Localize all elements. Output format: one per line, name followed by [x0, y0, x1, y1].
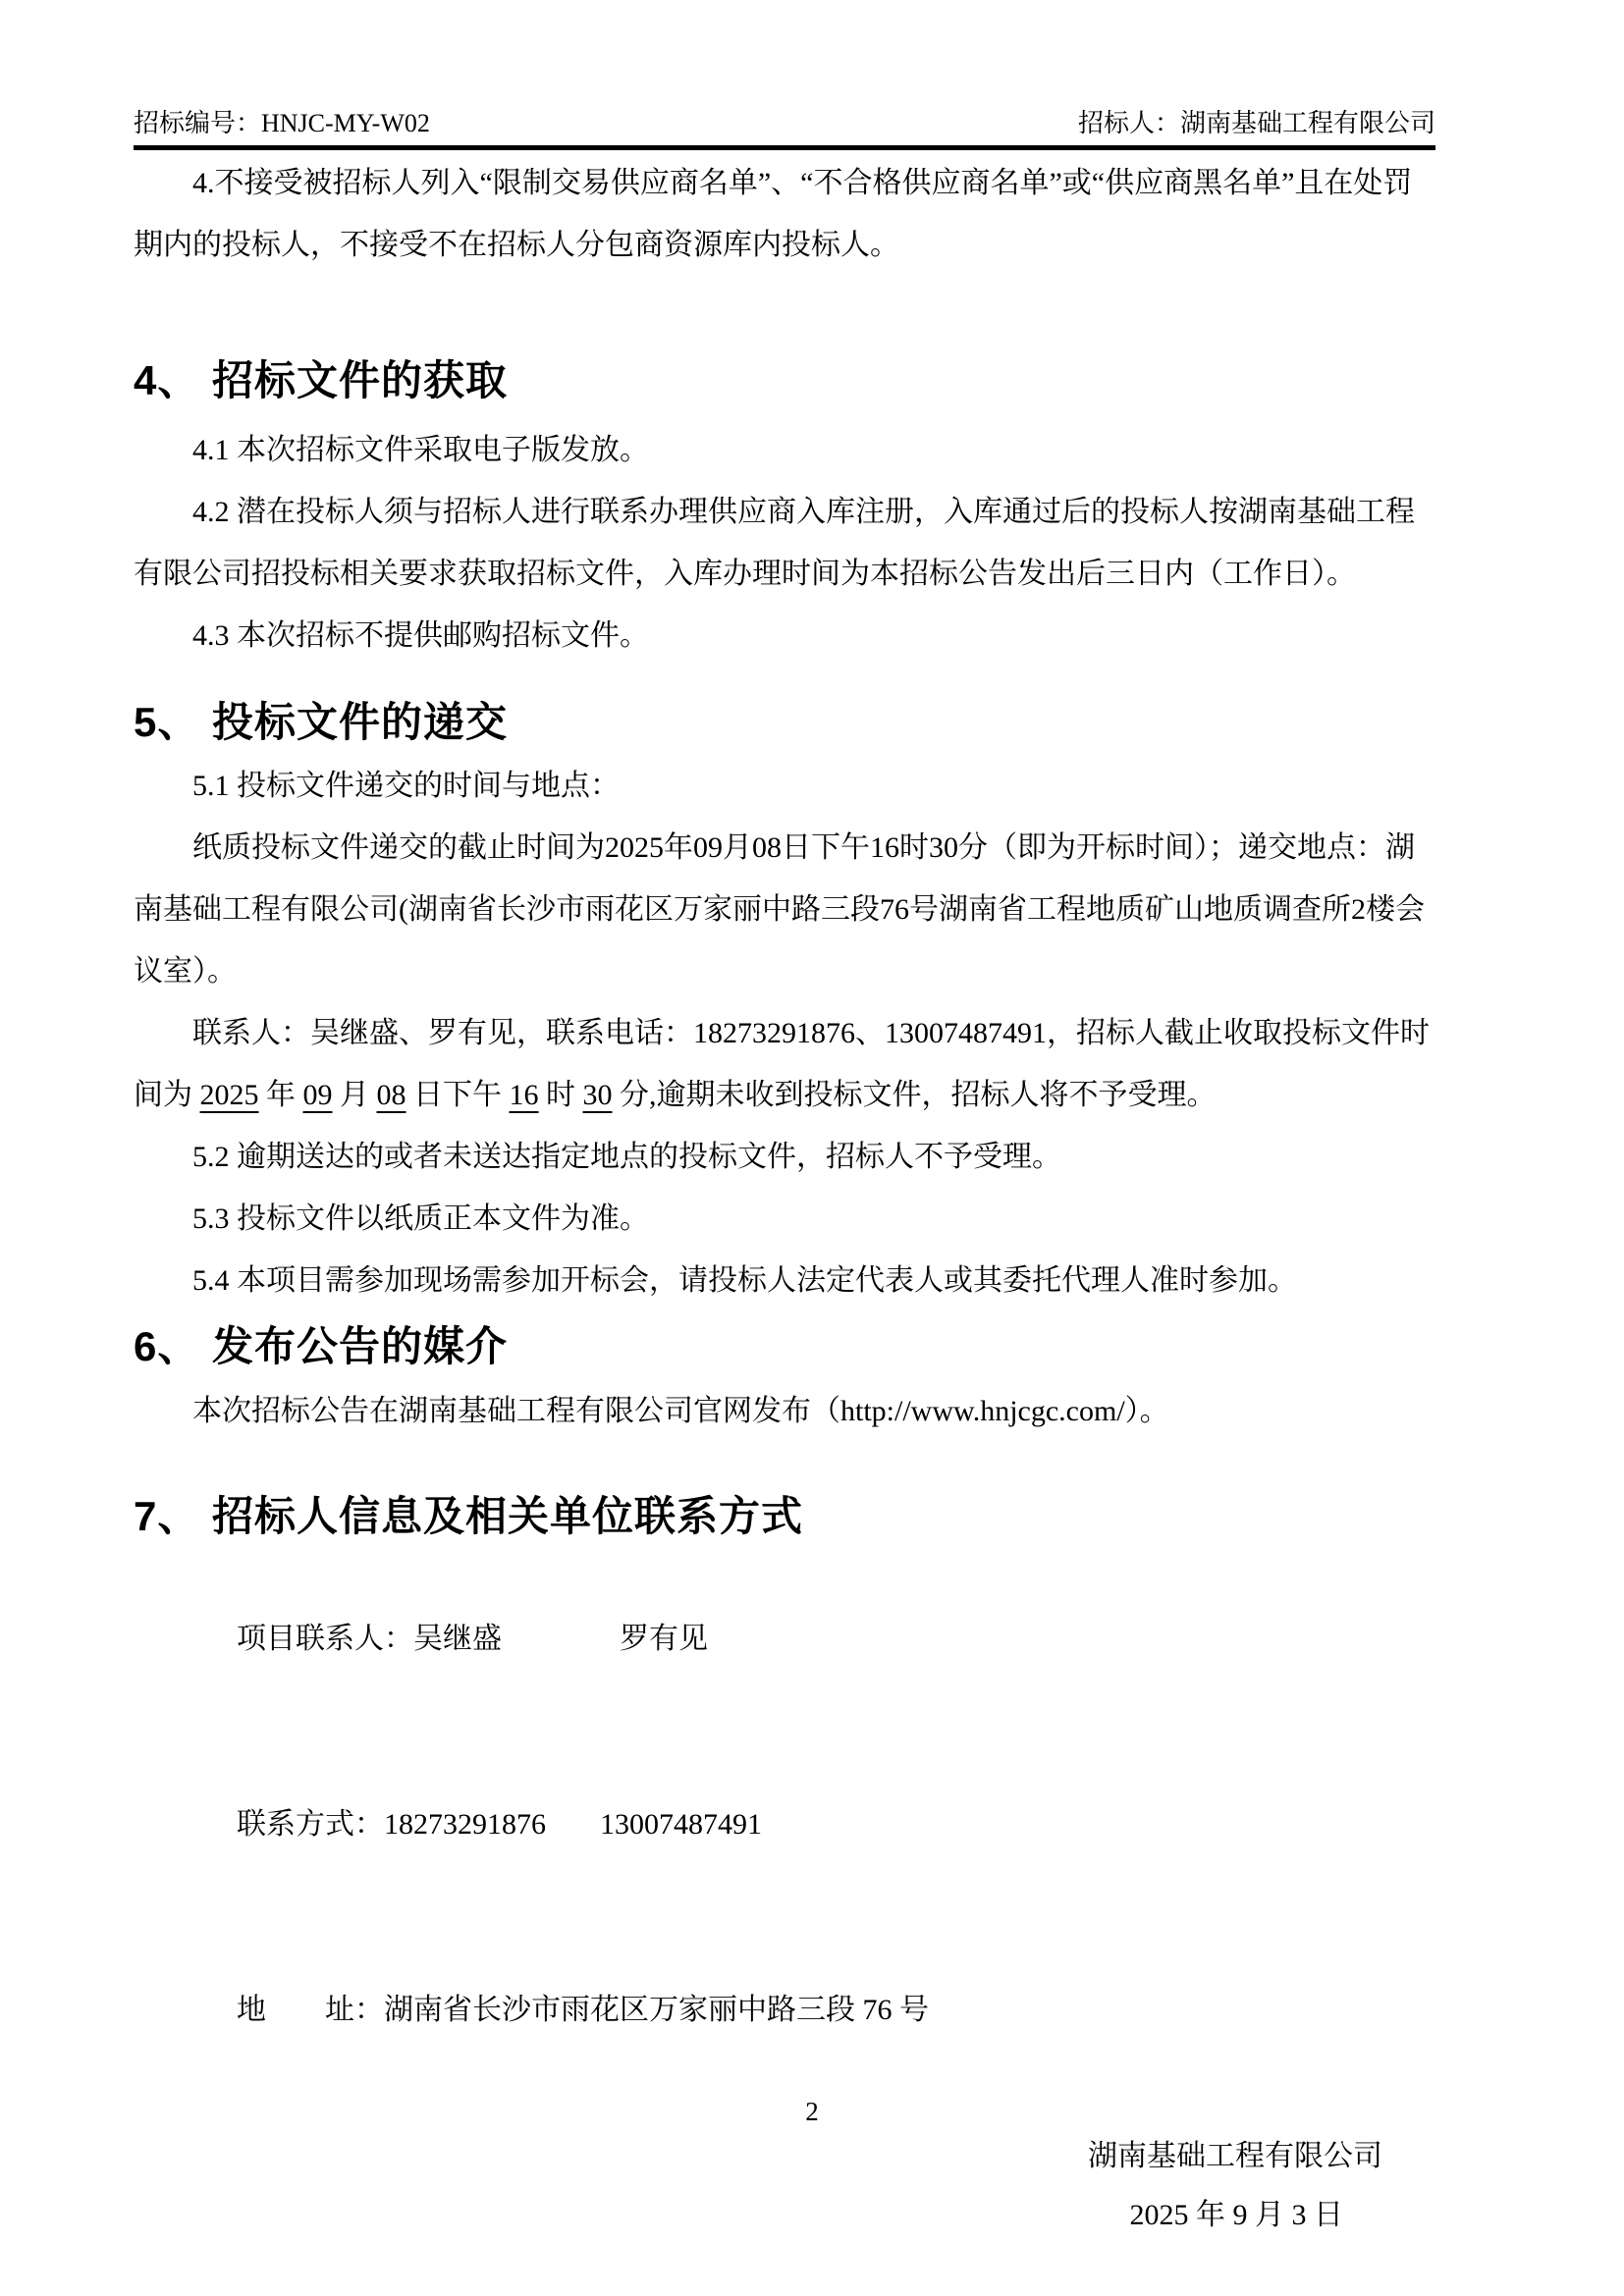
signature-company: 湖南基础工程有限公司: [1088, 2140, 1382, 2172]
clause-4-paragraph: 4.不接受被招标人列入“限制交易供应商名单”、“不合格供应商名单”或“供应商黑名单”且在处罚期内的投标人，不接受不在招标人分包商资源库内投标人。: [134, 167, 1413, 261]
deadline-day: 08: [376, 1079, 406, 1111]
project-contact-row: [134, 1546, 1435, 1732]
deadline-sep2: 月: [332, 1079, 377, 1111]
clause-4-3-paragraph: 4.3 本次招标不提供邮购招标文件。: [192, 619, 649, 652]
page-footer: [0, 2096, 1624, 2127]
section-6-heading: 6、 发布公告的媒介: [134, 1323, 509, 1369]
contact-phone-row: [134, 1732, 1435, 1917]
section-5-heading: 5、 投标文件的递交: [134, 699, 509, 745]
deadline-suffix: 分,逾期未收到投标文件，招标人将不予受理。: [612, 1079, 1217, 1111]
phone-number-1: 18273291876: [384, 1808, 546, 1841]
address-row: [134, 1917, 1435, 2103]
tenderer-label: 招标人：湖南基础工程有限公司: [1077, 109, 1435, 137]
clause-4-2-paragraph: 4.2 潜在投标人须与招标人进行联系办理供应商入库注册，入库通过后的投标人按湖南基础工程有限公司招投标相关要求获取招标文件，入库办理时间为本招标公告发出后三日内（工作日）。: [134, 496, 1415, 590]
submission-deadline-paragraph: 纸质投标文件递交的截止时间为2025年09月08日下午16时30分（即为开标时间）；递交地点：湖南基础工程有限公司(湖南省长沙市雨花区万家丽中路三段76号湖南省工程地质矿山地质调查所2楼会议室）。: [134, 831, 1425, 988]
signature-date: 2025 年 9 月 3 日: [1129, 2199, 1343, 2231]
project-contact-label: 项目联系人：: [237, 1623, 413, 1655]
clause-5-2-paragraph: 5.2 逾期送达的或者未送达指定地点的投标文件，招标人不予受理。: [192, 1141, 1061, 1173]
clause-5-1-paragraph: 5.1 投标文件递交的时间与地点：: [192, 770, 620, 802]
announcement-media-paragraph: 本次招标公告在湖南基础工程有限公司官网发布（http://www.hnjcgc.com/）。: [192, 1395, 1169, 1427]
phone-label: 联系方式：: [237, 1808, 384, 1841]
page-header: [134, 108, 1435, 150]
deadline-sep3: 日下午: [406, 1079, 510, 1111]
contact-name-1: 吴继盛: [413, 1623, 502, 1655]
clause-4-1-paragraph: 4.1 本次招标文件采取电子版发放。: [192, 434, 649, 466]
address-value: 湖南省长沙市雨花区万家丽中路三段 76 号: [384, 1994, 929, 2026]
signature-block: [134, 2127, 1435, 2245]
deadline-sep4: 时: [538, 1079, 583, 1111]
deadline-hour: 16: [509, 1079, 539, 1111]
deadline-year: 2025: [199, 1079, 259, 1111]
page-number: 2: [805, 2097, 819, 2126]
phone-number-2: 13007487491: [600, 1808, 762, 1841]
contact-deadline-paragraph: [134, 1002, 1435, 1126]
address-label: 地 址：: [237, 1994, 384, 2026]
tender-number-label: 招标编号：HNJC-MY-W02: [134, 109, 430, 137]
deadline-sep1: 年: [258, 1079, 303, 1111]
section-4-heading: 4、 招标文件的获取: [134, 357, 509, 403]
clause-5-3-paragraph: 5.3 投标文件以纸质正本文件为准。: [192, 1202, 649, 1235]
deadline-month: 09: [302, 1079, 333, 1111]
deadline-prefix: 联系人：吴继盛、罗有见，联系电话：18273291876、13007487491，招标人截止收取投标文件时间为: [134, 1017, 1430, 1111]
deadline-minute: 30: [582, 1079, 613, 1111]
contact-name-2: 罗有见: [620, 1623, 708, 1655]
section-7-heading: 7、 招标人信息及相关单位联系方式: [134, 1493, 804, 1539]
clause-5-4-paragraph: 5.4 本项目需参加现场需参加开标会，请投标人法定代表人或其委托代理人准时参加。: [192, 1264, 1297, 1297]
